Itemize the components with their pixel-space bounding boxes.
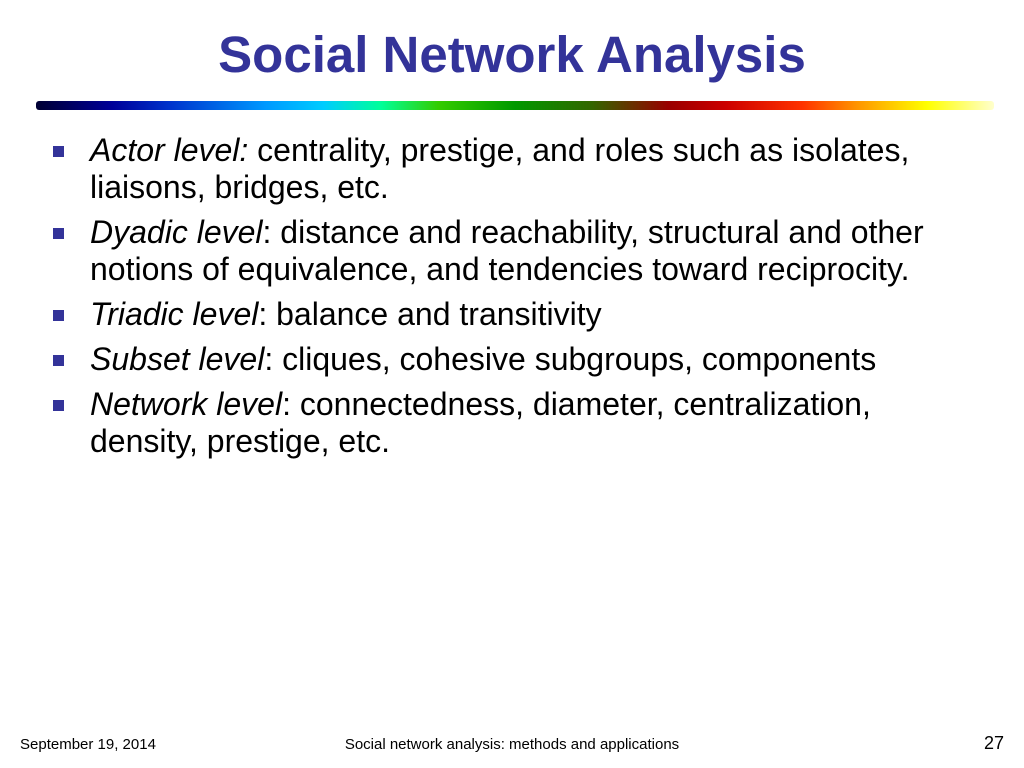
- slide-title: Social Network Analysis: [218, 26, 806, 83]
- footer-date: September 19, 2014: [20, 736, 156, 753]
- bullet-term: Triadic level: [90, 296, 259, 332]
- bullet-text: centrality, prestige, and roles such as isolates, liaisons, bridges, etc.: [90, 132, 910, 205]
- square-bullet-icon: [53, 228, 64, 239]
- bullet-text: : cliques, cohesive subgroups, components: [264, 341, 877, 377]
- footer-title: Social network analysis: methods and applications: [344, 736, 680, 753]
- bullet-term: Network level: [90, 386, 283, 422]
- bullet-term: Actor level:: [90, 132, 249, 168]
- square-bullet-icon: [53, 400, 64, 411]
- bullet-term: Dyadic level: [90, 214, 263, 250]
- bullet-item-dyadic-level: [0, 214, 1024, 288]
- page-number: 27: [983, 733, 1004, 753]
- bullet-item-actor-level: [0, 132, 1024, 206]
- bullet-item-network-level: [0, 386, 1024, 460]
- bullet-item-subset-level: [0, 341, 1024, 378]
- square-bullet-icon: [53, 310, 64, 321]
- bullet-text: : connectedness, diameter, centralization, density, prestige, etc.: [90, 386, 871, 459]
- bullet-text: : balance and transitivity: [258, 296, 602, 332]
- square-bullet-icon: [53, 146, 64, 157]
- title-gradient-divider: [36, 101, 994, 110]
- bullet-list: [0, 132, 1024, 468]
- square-bullet-icon: [53, 355, 64, 366]
- bullet-item-triadic-level: [0, 296, 1024, 333]
- bullet-text: : distance and reachability, structural and other notions of equivalence, and tendencies toward reciprocity.: [90, 214, 924, 287]
- bullet-term: Subset level: [90, 341, 265, 377]
